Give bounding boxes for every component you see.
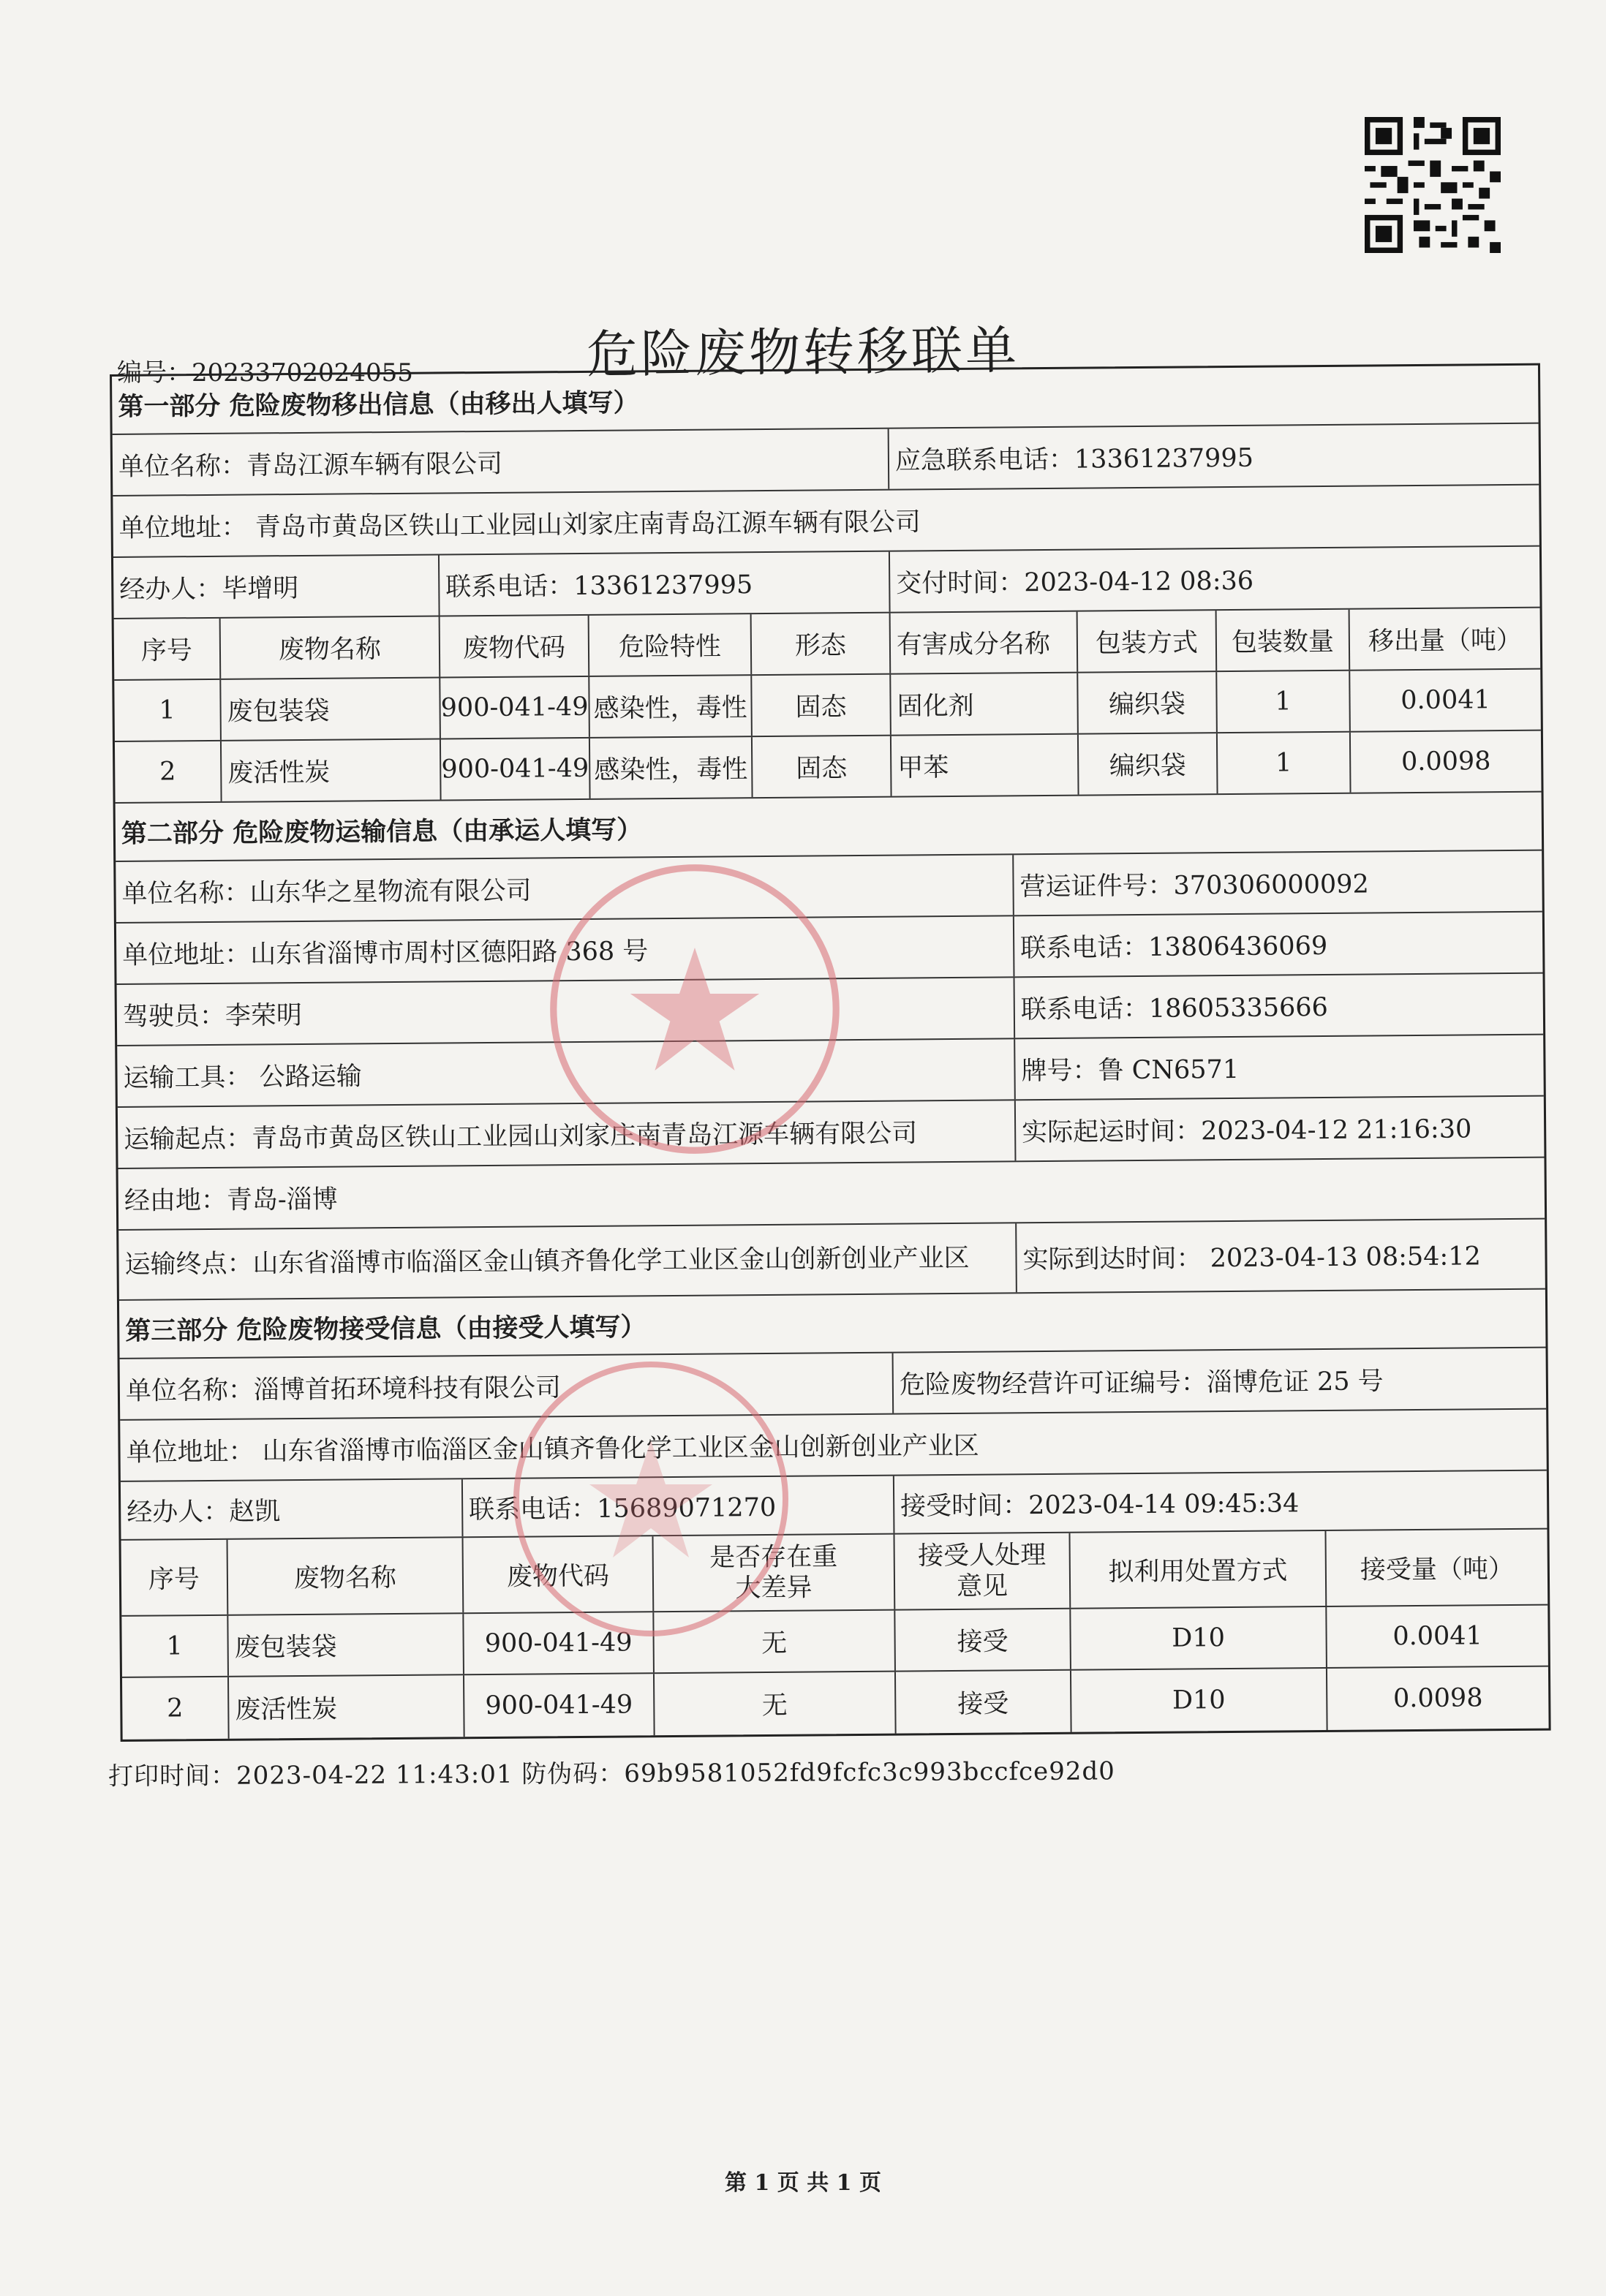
table-cell: 0.0098 [1392,1683,1483,1714]
table-cell: 废包装袋 [221,678,441,739]
part3-receive-time: 接受时间：2023-04-14 09:45:34 [900,1489,1300,1522]
part1-header-cell: 包装数量 [1217,610,1351,671]
part3-handler: 经办人：赵凯 [121,1479,464,1539]
table-row [122,1667,1549,1740]
part3-header-cell: 拟利用处置方式 [1070,1531,1327,1608]
part1-header-cell: 有害成分名称 [891,612,1079,673]
part1-header-cell: 移出量（吨） [1368,625,1523,657]
table-cell: 废活性炭 [222,739,442,801]
table-cell: 编织袋 [1079,733,1218,794]
part3-header-row [119,1290,1546,1359]
table-cell: 2 [115,741,222,802]
part3-unit-row [120,1348,1547,1421]
table-cell: 接受 [895,1609,1071,1671]
document-number: 编号：20233702024055 [117,358,413,388]
table-cell: 编织袋 [1078,672,1218,733]
part1-handover-time: 交付时间：2023-04-12 08:36 [896,566,1254,599]
part3-handler-row [121,1471,1547,1541]
table-cell: 无 [655,1672,897,1736]
part1-handler-row [113,547,1540,619]
part3-header-cell: 接受量（吨） [1360,1554,1515,1585]
part2-route-row [118,1158,1545,1231]
part2-end-row [118,1220,1545,1301]
table-cell: 废活性炭 [229,1675,465,1739]
part1-unit-address: 单位地址： 青岛市黄岛区铁山工业园山刘家庄南青岛江源车辆有限公司 [118,507,921,543]
table-cell: 2 [122,1677,230,1740]
table-row [121,1606,1548,1678]
part2-actual-start: 实际起运时间：2023-04-12 21:16:30 [1022,1114,1472,1148]
part1-header-cell: 危险特性 [589,614,753,676]
part2-phone2: 联系电话：18605335666 [1020,992,1328,1025]
part1-header-cell: 包装方式 [1078,611,1218,671]
table-cell: 废包装袋 [228,1614,464,1676]
part3-unit-name: 单位名称：淄博首拓环境科技有限公司 [120,1353,894,1419]
table-cell: 甲苯 [891,735,1079,796]
part1-header-cell: 废物名称 [221,616,441,678]
part1-title: 第一部分 危险废物移出信息（由移出人填写） [118,388,639,422]
part2-header-row [116,793,1542,862]
part2-actual-arrival: 实际到达时间： 2023-04-13 08:54:12 [1022,1242,1481,1275]
part3-header-cell: 是否存在重大差异 [654,1535,896,1612]
part1-unit-row [113,424,1539,496]
table-cell: 感染性，毒性 [589,676,753,737]
table-cell: 固态 [753,736,892,797]
part1-handler: 经办人：毕增明 [113,555,440,618]
carrier-seal-stamp [541,856,848,1163]
part1-header-cell: 形态 [752,613,891,674]
table-cell: 无 [654,1611,896,1673]
part1-unit-name: 单位名称：青岛江源车辆有限公司 [113,429,890,495]
part3-header-cell: 废物名称 [228,1538,464,1615]
page-number: 第 1 页 共 1 页 [725,2170,881,2196]
part2-driver: 驾驶员：李荣明 [117,978,1016,1045]
part3-address-row [120,1410,1547,1482]
table-cell: 900-041-49 [464,1612,655,1674]
part3-unit-address: 单位地址： 山东省淄博市临淄区金山镇齐鲁化学工业区金山创新创业产业区 [126,1431,979,1468]
table-cell: 0.0041 [1392,1621,1482,1652]
table-cell: 0.0041 [1400,685,1490,716]
part3-table-header [121,1530,1548,1617]
part3-permit: 危险废物经营许可证编号：淄博危证 25 号 [899,1367,1384,1400]
table-cell: 1 [121,1616,229,1677]
part2-route: 经由地：青岛-淄博 [124,1185,338,1216]
table-cell: 900-041-49 [441,739,591,800]
part2-plate: 牌号：鲁 CN6571 [1021,1054,1240,1087]
table-cell: 固态 [752,675,891,736]
part1-table-header [114,608,1541,681]
part3-title: 第三部分 危险废物接受信息（由接受人填写） [125,1312,646,1346]
part3-phone: 联系电话：15689071270 [463,1476,895,1537]
table-cell: 固化剂 [891,673,1079,735]
part1-header-cell: 序号 [114,619,222,679]
part3-header-cell: 序号 [121,1540,229,1615]
part2-phone1: 联系电话：13806436069 [1020,931,1328,964]
table-cell: 1 [1218,733,1351,793]
part1-emergency-phone: 应急联系电话：13361237995 [894,443,1254,476]
qr-code-icon [1365,117,1501,253]
table-cell: D10 [1071,1607,1327,1669]
part2-end-point: 运输终点：山东省淄博市临淄区金山镇齐鲁化学工业区金山创新创业产业区 [118,1223,1017,1299]
part1-header-row [112,366,1539,435]
part2-license: 营运证件号：370306000092 [1019,869,1369,902]
table-cell: 接受 [896,1671,1072,1734]
table-cell: 感染性，毒性 [590,737,753,798]
part1-address-row [113,486,1539,558]
part2-transport-tool: 运输工具： 公路运输 [117,1039,1016,1106]
document-title: 危险废物转移联单 [586,320,1020,385]
part1-header-cell: 废物代码 [440,616,590,677]
part2-unit-address: 单位地址：山东省淄博市周村区德阳路 368 号 [116,916,1015,983]
part3-header-cell: 接受人处理意见 [894,1533,1071,1609]
part2-start-point: 运输起点：青岛市黄岛区铁山工业园山刘家庄南青岛江源车辆有限公司 [118,1100,1017,1168]
part3-header-cell: 废物代码 [464,1536,655,1612]
part1-phone: 联系电话：13361237995 [440,552,891,616]
table-cell: 900-041-49 [440,677,590,739]
table-cell: 1 [1217,671,1351,732]
table-cell: 900-041-49 [464,1674,655,1737]
part2-title: 第二部分 危险废物运输信息（由承运人填写） [121,815,643,849]
table-row [115,731,1542,804]
table-cell: 0.0098 [1400,747,1491,777]
table-cell: D10 [1071,1669,1328,1732]
receiver-seal-stamp [505,1353,797,1645]
table-cell: 1 [114,680,222,741]
print-info: 打印时间：2023-04-22 11:43:01 防伪码：69b9581052fd9fcfc3c993bccfce92d0 [108,1756,1115,1791]
part2-unit-name: 单位名称：山东华之星物流有限公司 [116,855,1014,922]
table-row [114,670,1541,742]
